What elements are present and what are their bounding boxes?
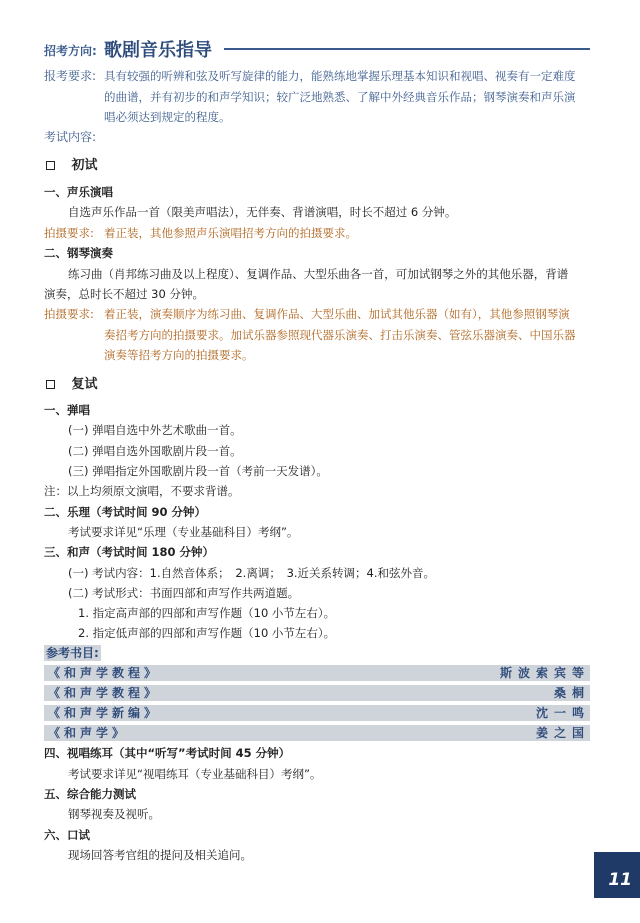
section-ability-text: 钢琴视奏及视听。 xyxy=(68,807,160,821)
section-oral-title: 六、口试 xyxy=(44,828,90,842)
second-round-heading xyxy=(46,373,98,392)
section-vocal-title: 一、声乐演唱 xyxy=(44,185,113,199)
piano-filming-line-1: 着正装，演奏顺序为练习曲、复调作品、大型乐曲、加试其他乐器（如有），其他参照钢琴演 xyxy=(104,307,570,321)
square-bullet-icon xyxy=(46,380,55,389)
section-ear-training-title: 四、视唱练耳（其中“听写”考试时间 45 分钟） xyxy=(44,746,291,760)
reference-book-author: 斯波索宾等 xyxy=(499,666,590,680)
section-vocal-text: 自选声乐作品一首（限美声唱法），无伴奏、背谱演唱，时长不超过 6 分钟。 xyxy=(68,205,457,219)
piano-filming-line-3: 演奏等招考方向的拍摄要求。 xyxy=(104,348,254,362)
reference-book-row xyxy=(44,725,590,741)
section-sing-play-title: 一、弹唱 xyxy=(44,403,90,417)
reference-book-author: 沈一鸣 xyxy=(535,706,590,720)
requirement-line-2: 的曲谱，并有初步的和声学知识；较广泛地熟悉、了解中外经典音乐作品；钢琴演奏和声乐演 xyxy=(104,90,576,104)
reference-book-row xyxy=(44,665,590,681)
reference-book-row xyxy=(44,705,590,721)
section-piano-text-1: 练习曲（肖邦练习曲及以上程度）、复调作品、大型乐曲各一首，可加试钢琴之外的其他乐器，背谱 xyxy=(68,267,569,281)
reference-book-title: 《和声学教程》 xyxy=(48,666,161,680)
vocal-filming-label: 拍摄要求: xyxy=(44,226,94,240)
harmony-format: (二) 考试形式：书面四部和声写作共两道题。 xyxy=(68,586,300,600)
exam-content-label: 考试内容: xyxy=(44,130,97,144)
reference-book-row xyxy=(44,685,590,701)
harmony-task-2: 2. 指定低声部的四部和声写作题（10 小节左右）。 xyxy=(78,626,336,640)
sing-play-item-1: (一) 弹唱自选中外艺术歌曲一首。 xyxy=(68,423,242,437)
reference-book-author: 姜之国 xyxy=(535,726,590,740)
first-round-title: 初试 xyxy=(71,158,98,173)
piano-filming-label: 拍摄要求: xyxy=(44,307,94,321)
section-harmony-title: 三、和声（考试时间 180 分钟） xyxy=(44,545,215,559)
sing-play-item-2: (二) 弹唱自选外国歌剧片段一首。 xyxy=(68,444,242,458)
sing-play-note: 注：以上均须原文演唱，不要求背谱。 xyxy=(44,484,240,498)
section-piano-title: 二、钢琴演奏 xyxy=(44,246,113,260)
reference-book-title: 《和声学》 xyxy=(48,726,129,740)
reference-book-author: 桑桐 xyxy=(553,686,590,700)
section-theory-text: 考试要求详见“乐理（专业基础科目）考纲”。 xyxy=(68,525,299,539)
section-piano-text-2: 演奏，总时长不超过 30 分钟。 xyxy=(44,287,204,301)
section-theory-title: 二、乐理（考试时间 90 分钟） xyxy=(44,505,207,519)
references-label: 参考书目: xyxy=(46,646,99,660)
harmony-task-1: 1. 指定高声部的四部和声写作题（10 小节左右）。 xyxy=(78,606,336,620)
harmony-content: (一) 考试内容：1.自然音体系； 2.离调； 3.近关系转调；4.和弦外音。 xyxy=(68,566,436,580)
piano-filming-line-2: 奏招考方向的拍摄要求。加试乐器参照现代器乐演奏、打击乐演奏、管弦乐器演奏、中国乐器 xyxy=(104,328,576,342)
requirement-line-3: 唱必须达到规定的程度。 xyxy=(104,110,231,124)
section-ability-title: 五、综合能力测试 xyxy=(44,787,136,801)
first-round-heading xyxy=(46,154,98,173)
section-oral-text: 现场回答考官组的提问及相关追问。 xyxy=(68,848,252,862)
requirement-line-1: 具有较强的听辨和弦及听写旋律的能力，能熟练地掌握乐理基本知识和视唱、视奏有一定难度 xyxy=(104,69,576,83)
sing-play-item-3: (三) 弹唱指定外国歌剧片段一首（考前一天发谱）。 xyxy=(68,464,328,478)
reference-book-title: 《和声学教程》 xyxy=(48,686,161,700)
second-round-title: 复试 xyxy=(71,377,98,392)
square-bullet-icon xyxy=(46,161,55,170)
page-number: 11 xyxy=(608,870,632,890)
direction-label: 招考方向: xyxy=(44,44,97,58)
page-number-tab xyxy=(594,852,640,898)
vocal-filming-text: 着正装，其他参照声乐演唱招考方向的拍摄要求。 xyxy=(104,226,357,240)
title-rule xyxy=(224,48,590,50)
requirement-label: 报考要求: xyxy=(44,69,97,83)
page-title: 歌剧音乐指导 xyxy=(104,40,212,61)
reference-book-title: 《和声学新编》 xyxy=(48,706,161,720)
section-ear-training-text: 考试要求详见“视唱练耳（专业基础科目）考纲”。 xyxy=(68,767,322,781)
